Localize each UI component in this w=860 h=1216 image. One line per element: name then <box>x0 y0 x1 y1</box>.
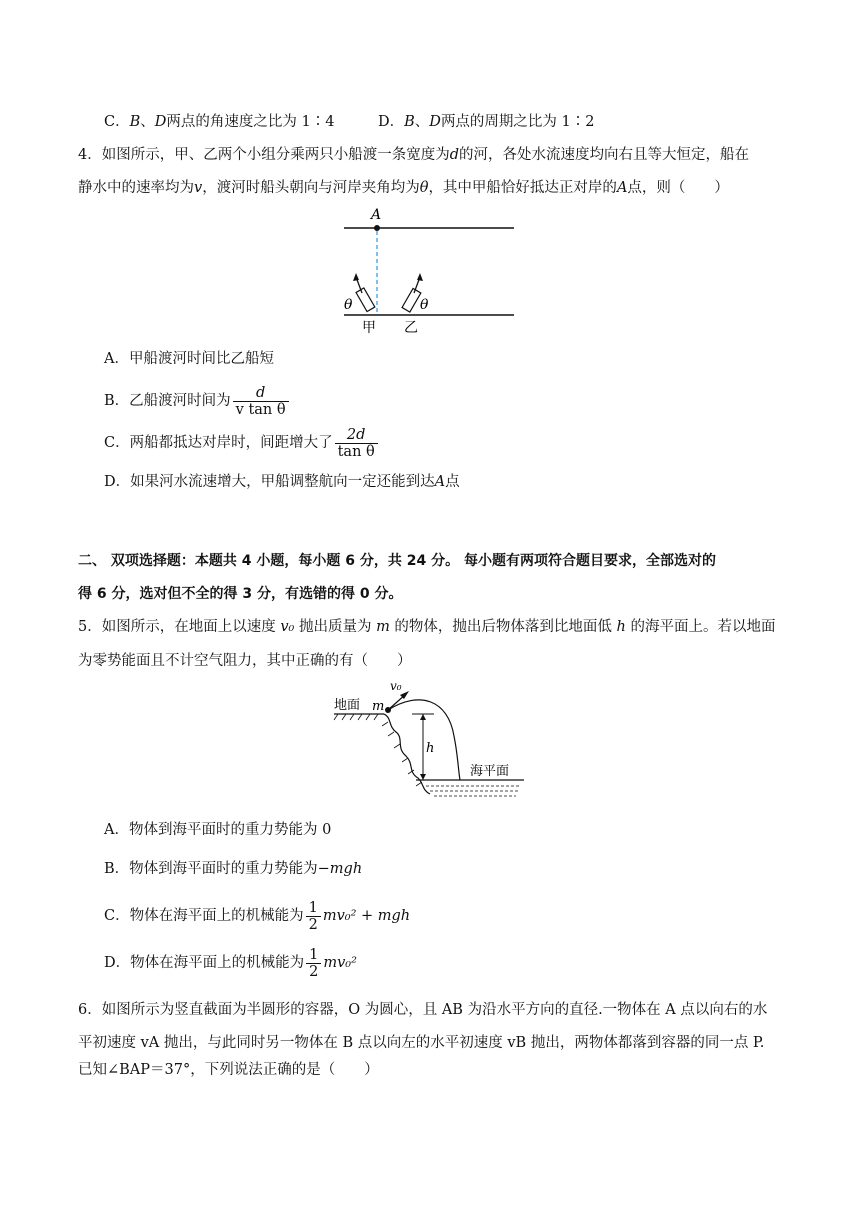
q4-option-d: D．如果河水流速增大，甲船调整航向一定还能到达A点 <box>104 474 460 490</box>
q4-option-c: C．两船都抵达对岸时，间距增大了 $\frac{2d}{\text{tan θ}}$ <box>104 425 380 461</box>
velocity-label: v₀ <box>390 679 402 693</box>
boat-jia-label: 甲 <box>362 320 376 335</box>
q5-option-a: A．物体到海平面时的重力势能为 0 <box>104 822 332 838</box>
trajectory <box>388 700 460 780</box>
q4-river-figure <box>340 205 520 335</box>
section2-heading-line2: 得 6 分，选对但不全的得 3 分，有选错的得 0 分。 <box>78 586 403 602</box>
height-label: h <box>426 741 435 756</box>
q4-stem-line1: 4．如图所示，甲、乙两个小组分乘两只小船渡一条宽度为d的河，各处水流速度均向右且等大恒定，船在 <box>78 147 750 163</box>
mass-label: m <box>372 699 385 714</box>
q5-option-d: D．物体在海平面上的机械能为 $\frac{1}{2}$ mv₀² <box>104 946 357 980</box>
q6-stem-line1: 6．如图所示为竖直截面为半圆形的容器，O 为圆心，且 AB 为沿水平方向的直径.一物体在 A 点以向右的水 <box>78 1002 768 1018</box>
q4-option-b: B．乙船渡河时间为 $\frac{d}{\text{v tan θ}}$ <box>104 383 291 419</box>
point-a-label: A <box>371 207 382 223</box>
q5-cliff-figure <box>330 676 530 808</box>
q5-stem-line1: 5．如图所示，在地面上以速度 v₀ 抛出质量为 m 的物体，抛出后物体落到比地面低 h 的海平面上。若以地面 <box>78 619 776 635</box>
ground-label: 地面 <box>334 698 361 713</box>
q5-option-b: B．物体到海平面时的重力势能为−mgh <box>104 861 363 877</box>
q4-stem-line2: 静水中的速率均为v，渡河时船头朝向与河岸夹角均为θ，其中甲船恰好抵达正对岸的A点，则（ ） <box>78 180 729 196</box>
q5-stem-line2: 为零势能面且不计空气阻力，其中正确的有（ ） <box>78 653 412 669</box>
point-a-dot <box>374 225 380 231</box>
boat-jia <box>353 273 375 312</box>
q6-stem-line2: 平初速度 vA 抛出，与此同时另一物体在 B 点以向左的水平初速度 vB 抛出，两物体都落到容器的同一点 P. <box>78 1035 765 1051</box>
q3-option-d: D．B、D两点的周期之比为 1∶2 <box>378 114 595 130</box>
q3-option-c: C．B、D两点的角速度之比为 1∶4 <box>104 114 335 130</box>
q5-option-c: C．物体在海平面上的机械能为 $\frac{1}{2}$ mv₀² + mgh <box>104 899 411 933</box>
theta-right: θ <box>420 297 429 313</box>
theta-left: θ <box>344 297 353 313</box>
section2-heading-line1: 二、 双项选择题：本题共 4 小题，每小题 6 分，共 24 分。 每小题有两项符合题目要求，全部选对的 <box>78 553 716 569</box>
sea-label: 海平面 <box>470 764 510 779</box>
q4-option-a: A．甲船渡河时间比乙船短 <box>104 351 274 367</box>
q6-stem-line3: 已知∠BAP＝37°，下列说法正确的是（ ） <box>78 1062 379 1078</box>
boat-yi-label: 乙 <box>404 320 418 335</box>
